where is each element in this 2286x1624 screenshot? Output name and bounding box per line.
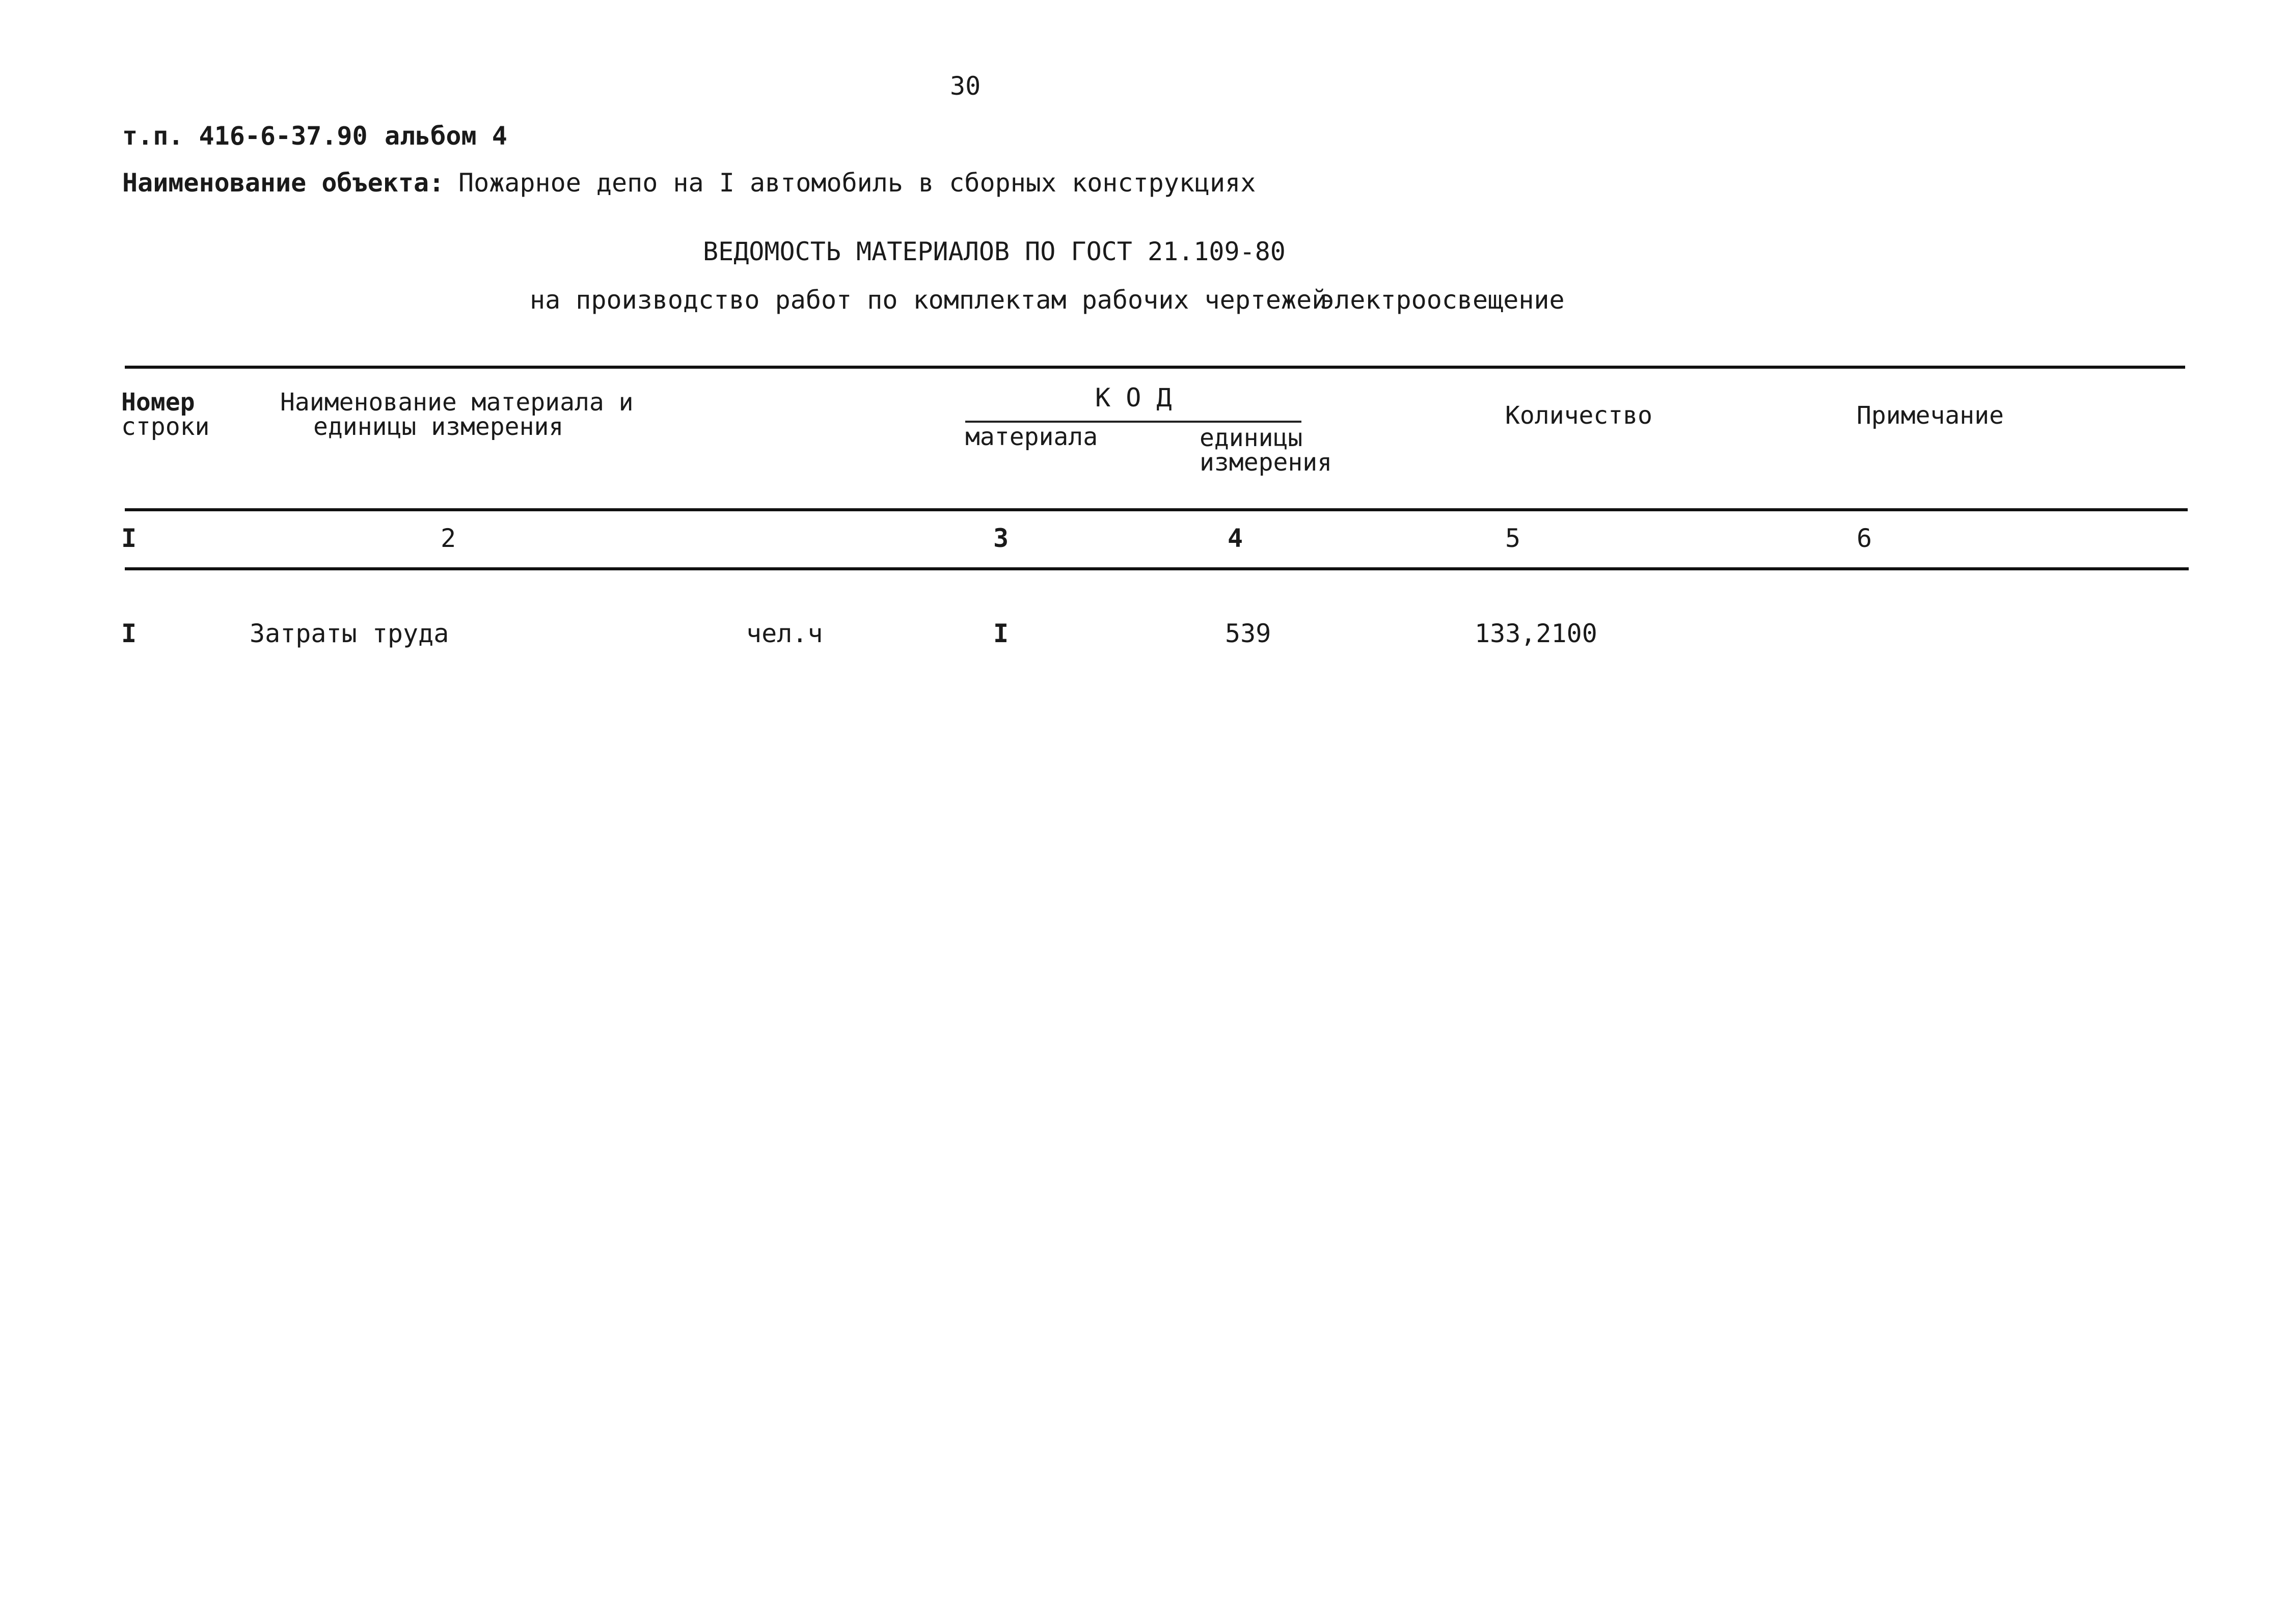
object-name: Пожарное депо на I автомобиль в сборных конструкциях: [458, 168, 1256, 198]
column-number-2: 2: [441, 524, 456, 553]
document-section: электроосвещение: [1319, 285, 1565, 315]
header-quantity: Количество: [1505, 401, 1652, 430]
album-label: альбом 4: [385, 121, 507, 151]
object-label: Наименование объекта:: [122, 168, 445, 198]
column-numbers-bottom-rule: [125, 567, 2189, 570]
header-code-group: К О Д: [1095, 383, 1172, 412]
column-number-3: 3: [993, 524, 1009, 553]
header-name-line1: Наименование материала и: [280, 388, 634, 417]
document-subtitle: на производство работ по комплектам рабочих чертежей: [530, 285, 1327, 315]
header-row-number-line1: Номер: [121, 388, 195, 417]
header-bottom-rule: [125, 508, 2188, 511]
table-top-rule: [125, 366, 2185, 369]
page-number: 30: [950, 71, 981, 101]
column-number-6: 6: [1857, 524, 1872, 553]
row-number: I: [121, 619, 137, 648]
row-material-name: Затраты труда: [250, 619, 449, 648]
header-code-unit-line2: измерения: [1200, 448, 1332, 477]
row-material-code: I: [993, 619, 1009, 648]
row-unit: чел.ч: [746, 619, 823, 648]
document-title: ВЕДОМОСТЬ МАТЕРИАЛОВ ПО ГОСТ 21.109-80: [703, 237, 1286, 266]
header-row-number-line2: строки: [121, 412, 210, 441]
header-name-line2: единицы измерения: [313, 412, 564, 441]
header-note: Примечание: [1857, 401, 2004, 430]
row-quantity: 133,2100: [1475, 619, 1597, 648]
row-unit-code: 539: [1225, 619, 1271, 648]
header-code-material: материала: [965, 423, 1098, 451]
column-number-1: I: [121, 524, 137, 553]
column-number-5: 5: [1505, 524, 1521, 553]
project-code: т.п. 416-6-37.90: [122, 121, 368, 151]
header-code-unit-line1: единицы: [1200, 424, 1303, 452]
column-number-4: 4: [1228, 524, 1243, 553]
